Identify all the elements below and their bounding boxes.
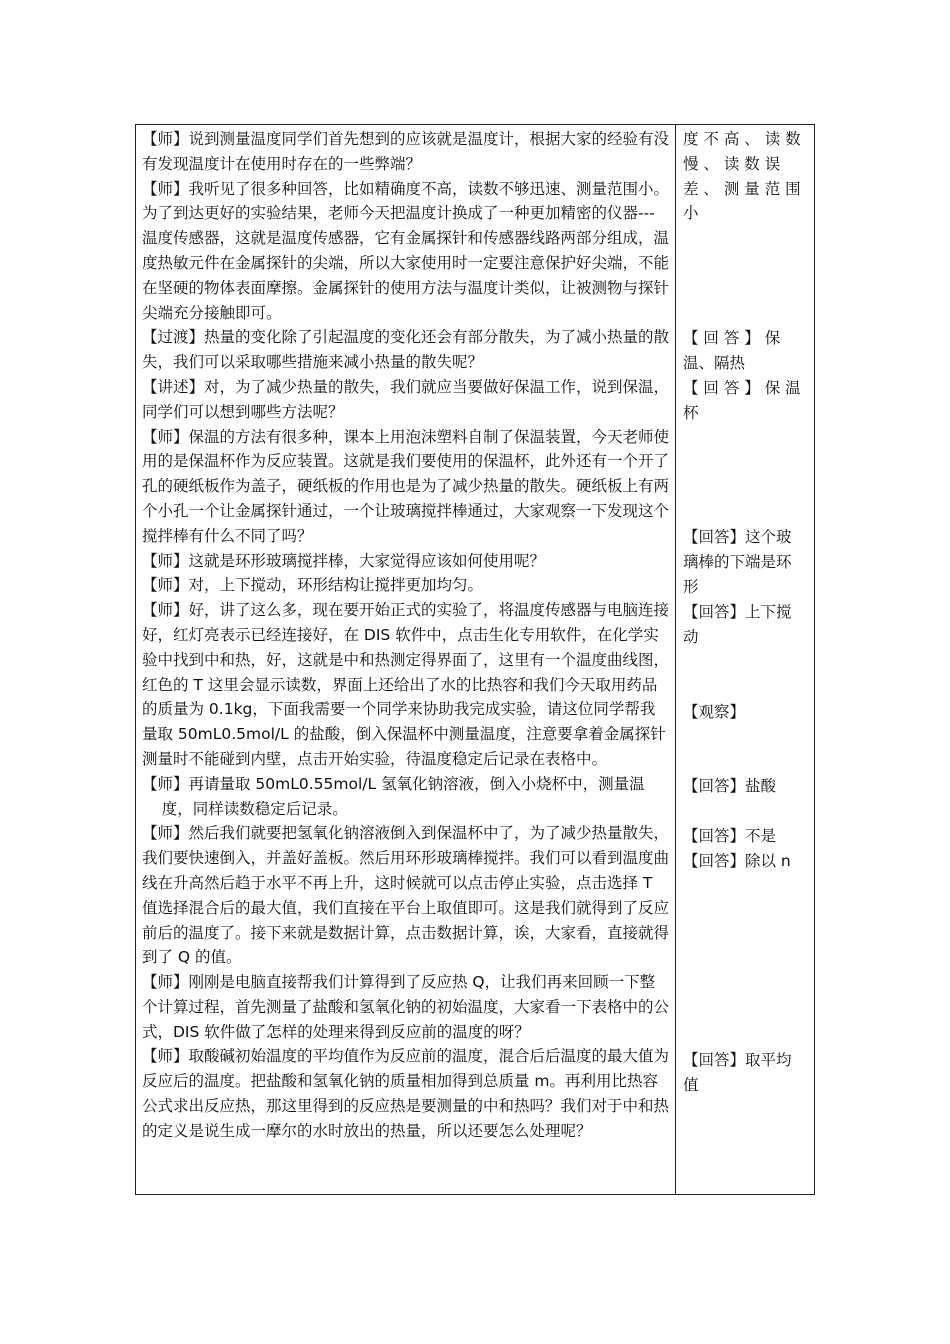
student-answer: 【 回 答 】 保 温、隔热 — [683, 329, 781, 372]
student-answer: 【回答】这个玻 璃棒的下端是环 形 — [683, 528, 792, 596]
student-answer: 【回答】上下搅 动 — [683, 603, 792, 646]
teacher-paragraph: 【师】我听见了很多种回答，比如精确度不高，读数不够迅速、测量范围小。为了到达更好的实验结果，老师今天把温度计换成了一种更加精密的仪器---温度传感器，这就是温度传感器，它有金属探针和传感器线路两部分组成，温度热敏元件在金属探针的尖端，所以大家使用时一定要注意保护好尖端，不能在坚硬的物体表面摩擦。金属探针的使用方法与温度计类似，让被测物与探针尖端充分接触即可。 — [142, 179, 670, 322]
teacher-paragraph: 【过渡】热量的变化除了引起温度的变化还会有部分散失，为了减小热量的散失，我们可以采取哪些措施来减小热量的散失呢？ — [142, 328, 670, 372]
teacher-paragraph: 【讲述】对，为了减少热量的散失，我们就应当要做好保温工作，说到保温，同学们可以想到哪些方法呢？ — [142, 377, 670, 421]
student-answer: 【 回 答 】 保 温 杯 — [683, 379, 801, 422]
teacher-paragraph: 【师】然后我们就要把氢氧化钠溶液倒入到保温杯中了，为了减少热量散失，我们要快速倒入，并盖好盖板。然后用环形玻璃棒搅拌。我们可以看到温度曲线在升高然后趋于水平不再上升，这时候就可以点击停止实验，点击选择 T 值选择混合后的最大值，我们直接在平台上取值即可。这是我们就得到了反应前后的温度了。接下来就是数据计算，点击数据计算，诶，大家看，直接就得到了 Q 的值。 — [142, 824, 670, 967]
lesson-table — [135, 124, 815, 1195]
teacher-paragraph: 【师】取酸碱初始温度的平均值作为反应前的温度，混合后后温度的最大值为反应后的温度。把盐酸和氢氧化钠的质量相加得到总质量 m。再利用比热容公式求出反应热，那这里得到的反应热是要测量的中和热吗？我们对于中和热的定义是说生成一摩尔的水时放出的热量，所以还要怎么处理呢？ — [142, 1047, 670, 1140]
teacher-paragraph: 【师】对，上下搅动，环形结构让搅拌更加均匀。 — [142, 576, 484, 595]
student-answer: 【回答】除以 n — [683, 852, 791, 870]
student-answer: 【回答】盐酸 — [683, 777, 777, 795]
teacher-paragraph: 【师】好，讲了这么多，现在要开始正式的实验了，将温度传感器与电脑连接好，红灯亮表示已经连接好，在 DIS 软件中，点击生化专用软件，在化学实验中找到中和热，好，这就是中和热测定得界面了，这里有一个温度曲线图，红色的 T 这里会显示读数，界面上还给出了水的比热容和我们今天取用药品的质量为 0.1kg，下面我需要一个同学来协助我完成实验，请这位同学帮我量取 50mL0.5mol/L 的盐酸，倒入保温杯中测量温度，注意要拿着金属探针测量时不能碰到内壁，点击开始实验，待温度稳定后记录在表格中。 — [142, 601, 670, 768]
teacher-paragraph: 【师】这就是环形玻璃搅拌棒，大家觉得应该如何使用呢？ — [142, 551, 546, 570]
student-answer: 【回答】不是 — [683, 827, 777, 845]
teacher-column — [142, 125, 670, 1144]
student-answer: 度 不 高 、 读 数 慢 、 读 数 误 差 、 测 量 范 围 小 — [683, 130, 801, 223]
column-divider — [675, 125, 676, 1194]
teacher-paragraph: 【师】保温的方法有很多种，课本上用泡沫塑料自制了保温装置，今天老师使用的是保温杯作为反应装置。这就是我们要使用的保温杯，此外还有一个开了孔的硬纸板作为盖子，硬纸板的作用也是为了减少热量的散失。硬纸板上有两个小孔一个让金属探针通过，一个让玻璃搅拌棒通过，大家观察一下发现这个搅拌棒有什么不同了吗？ — [142, 427, 670, 545]
student-answer: 【观察】 — [683, 703, 746, 721]
teacher-paragraph: 【师】再请量取 50mL0.55mol/L 氢氧化钠溶液，倒入小烧杯中，测量温 度，同样读数稳定后记录。 — [142, 774, 645, 818]
teacher-paragraph: 【师】刚刚是电脑直接帮我们计算得到了反应热 Q，让我们再来回顾一下整个计算过程，首先测量了盐酸和氢氧化钠的初始温度，大家看一下表格中的公式，DIS 软件做了怎样的处理来得到反应前的温度的呀？ — [142, 973, 670, 1041]
teacher-paragraph: 【师】说到测量温度同学们首先想到的应该就是温度计，根据大家的经验有没有发现温度计在使用时存在的一些弊端？ — [142, 130, 670, 173]
student-answer: 【回答】取平均 值 — [683, 1051, 792, 1094]
